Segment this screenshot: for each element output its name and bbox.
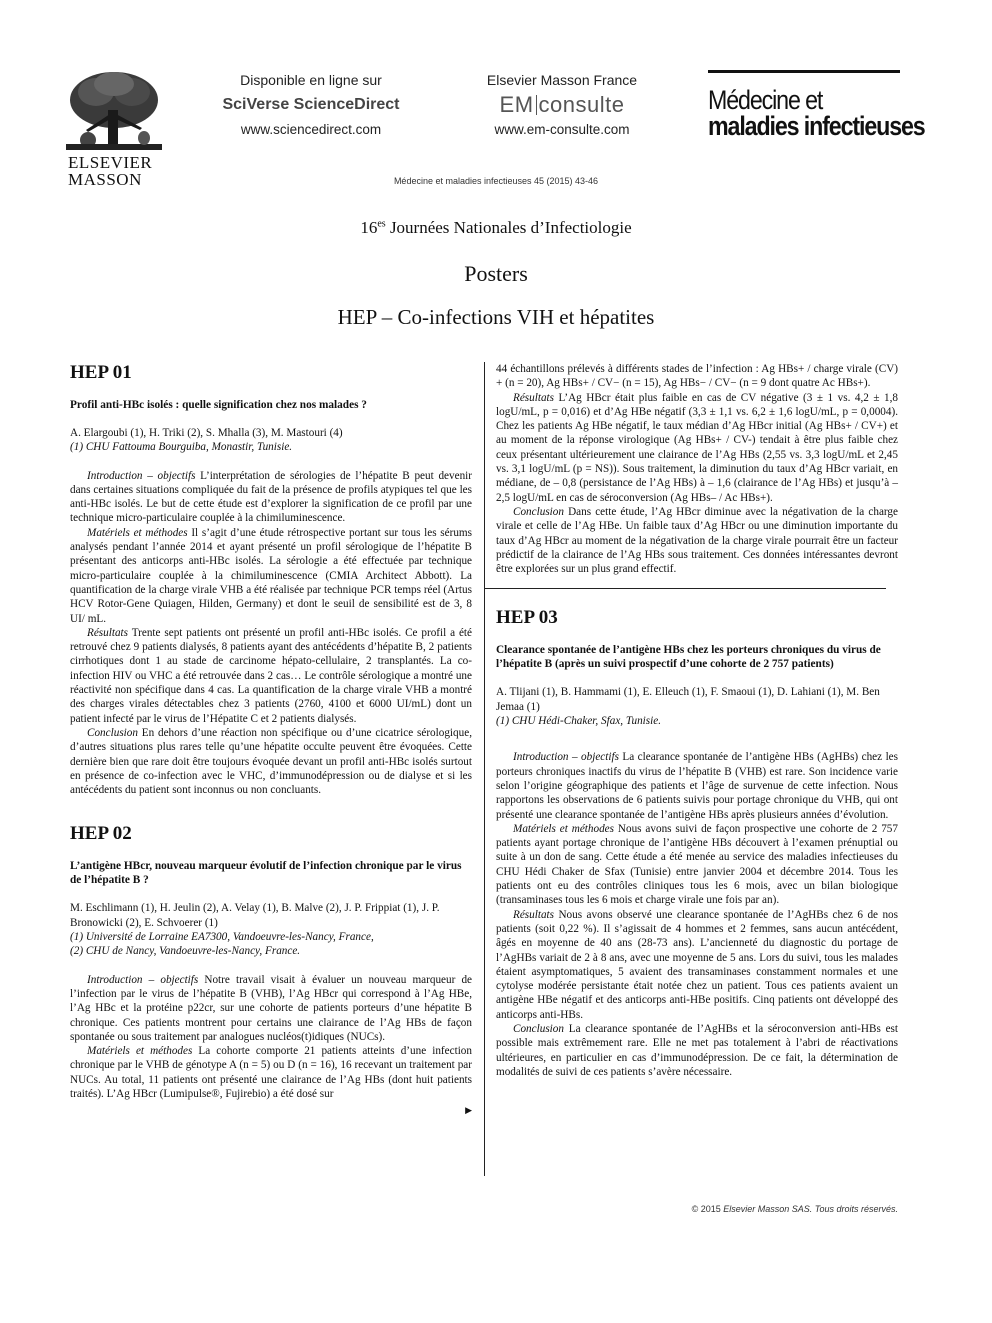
abstract-methods: Matériels et méthodes Nous avons suivi de façon prospective une cohorte de 2 757 patients ayant portage chronique de l’antigène HBs découvert à l’examen prénuptial ou suite à un don de sang. Cette étude a été menée au service des maladies infectieuses du CHU Hédi Chaker de Sfax (Tunisie) entre janvier 2004 et décembre 2014. Tous les patients ont eu des contrôles cliniques tous les 6 mois, avec un bilan biologique (transaminases tous les 6 mois et charge virale une fois par an). bbox=[496, 822, 898, 907]
abstract-introduction: Introduction – objectifs Notre travail visait à évaluer un nouveau marqueur de l’infection par le virus de l’hépatite B (VHB), l’Ag HBcr qui correspond à l’Ag HBe, l’Ag HBc et la protéine p22cr, sur une cohorte de patients porteurs d’une hépatite B chronique. Ces patients montrent pour certains une clairance de l’Ag HBs de façon spontanée ou sous traitement par analogues nucléos(t)idiques (NUCs). bbox=[70, 973, 473, 1043]
abstract-conclusion: Conclusion Dans cette étude, l’Ag HBcr diminue avec la négativation de la charge virale et celle de l’Ag HBe. Un faible taux d’Ag HBcr ou une diminution importante du taux d’Ag HBcr au moment de la négativation de la charge virale pourrait être un facteur prédictif de la clairance de l’Ag HBs sous traitement. Ces données intéressantes devront être explorées sur un plus grand effectif. bbox=[496, 505, 898, 576]
continue-arrow-icon: ▶ bbox=[465, 1105, 472, 1116]
poster-hep02 bbox=[70, 823, 472, 1117]
journal-citation: Médecine et maladies infectieuses 45 (2015) 43-46 bbox=[393, 176, 599, 186]
publisher-logo bbox=[66, 70, 164, 188]
subsection-title: HEP – Co-infections VIH et hépatites bbox=[337, 305, 655, 329]
poster-hep03 bbox=[496, 607, 898, 1079]
poster-abstract bbox=[496, 750, 898, 1079]
section-divider bbox=[484, 588, 886, 589]
elsevier-tree-icon bbox=[66, 70, 162, 152]
poster-affiliation: (1) CHU Fattouma Bourguiba, Monastir, Tunisie. bbox=[70, 441, 293, 454]
copyright-notice: © 2015 Elsevier Masson SAS. Tous droits réservés. bbox=[691, 1204, 898, 1214]
sciencedirect-availability: Disponible en ligne sur bbox=[240, 72, 382, 88]
abstract-results: Résultats Nous avons observé une clearance spontanée de l’AgHBs chez 6 de nos patients (soit 0,22 %). Il s’agissait de 4 hommes et 2 femmes, sans aucun antécédent, âgés en moyenne de 40 ans (28-73 ans). L’ancienneté du diagnostic du portage de l’AgHBs variait de 2 à 8 ans, avec une moyenne de 5 ans. Lors du suivi, tous les malades étaient asymptomatiques, 5 avaient des transaminases constamment normales et une cytolyse modérée persistante était notée chez un patient. Tous ces patients avaient un antigène HBe négatif et des anticorps anti-HBe positifs. Cinq patients ont développé des anticorps anti-HBs. bbox=[496, 908, 898, 1021]
publisher-name: ELSEVIER MASSON bbox=[68, 153, 153, 189]
journal-title-block bbox=[708, 70, 925, 141]
abstract-introduction: Introduction – objectifs La clearance spontanée de l’antigène HBs (AgHBs) chez les porteurs chroniques inactifs du virus de l’hépatite B (VHB) est rare. Son incidence varie selon l’origine géographique des patients et l’âge de survenue de cette infection. Nous rapportons les observations de 6 patients suivis pour portage chronique du VHB, qui ont présenté une clearance spontanée de l’antigène HBs après plusieurs années d’évolution. bbox=[496, 751, 899, 821]
journal-title: Médecine et maladies infectieuses bbox=[708, 85, 925, 141]
poster-id: HEP 03 bbox=[496, 607, 558, 629]
poster-id: HEP 02 bbox=[70, 823, 132, 845]
emconsulte-url[interactable]: www.em-consulte.com bbox=[494, 122, 630, 137]
poster-affiliation: (2) CHU de Nancy, Vandoeuvre-les-Nancy, France. bbox=[70, 945, 301, 958]
right-column bbox=[496, 362, 898, 1079]
emconsulte-publisher: Elsevier Masson France bbox=[486, 72, 638, 88]
sciencedirect-brand: SciVerse ScienceDirect bbox=[222, 96, 400, 113]
emconsulte-brand: EM consulte bbox=[499, 92, 625, 117]
abstract-introduction: Introduction – objectifs L’interprétation de sérologies de l’hépatite B peut devenir dans certaines situations compliquée du fait de la présence de profils atypiques tel que les anti-HBc isolés. Le but de cette étude est d’explorer la signification de ce profil par une technique micro-particulaire couplée à la chimiluminescence. bbox=[70, 469, 472, 525]
poster-hep02-continued bbox=[496, 362, 898, 576]
poster-authors: M. Eschlimann (1), H. Jeulin (2), A. Velay (1), B. Malve (2), J. P. Frippiat (1), J. P. Bronowicki (2), E. Schvoerer (1) bbox=[70, 902, 440, 929]
left-column bbox=[70, 362, 472, 1118]
poster-abstract bbox=[70, 469, 472, 798]
column-divider bbox=[484, 362, 485, 1176]
abstract-conclusion: Conclusion La clearance spontanée de l’AgHBs et la séroconversion anti-HBs est possible mais extrêmement rare. Elle ne met pas totalement à l’abri de réactivations ultérieures, en particulier en cas d’immunodépression. De ce fait, la détermination de modalités de suivi de ces patients s’avère nécessaire. bbox=[496, 1022, 898, 1078]
sciencedirect-url[interactable]: www.sciencedirect.com bbox=[240, 122, 382, 137]
poster-authors: A. Elargoubi (1), H. Triki (2), S. Mhalla (3), M. Mastouri (4) bbox=[70, 427, 343, 439]
poster-id: HEP 01 bbox=[70, 362, 132, 383]
emconsulte-block bbox=[458, 72, 666, 138]
sciencedirect-block bbox=[212, 72, 410, 138]
poster-hep01 bbox=[70, 362, 472, 797]
poster-title: Clearance spontanée de l’antigène HBs chez les porteurs chroniques du virus de l’hépatite B (après un suivi prospectif d’une cohorte de 2 757 patients) bbox=[496, 644, 881, 671]
abstract-conclusion: Conclusion En dehors d’une réaction non spécifique ou d’une cicatrice sérologique, d’autres situations plus rares telle qu’une hépatite occulte peuvent être évoquées. Cette dernière bien que rare doit être toujours évoquée devant un profil anti-HBc isolés surtout en présence de co-infection avec le VHC, d’immunodépression ou de dialyse et si les antécédents du patient sont inconnus ou non concluants. bbox=[70, 726, 472, 797]
abstract-results: Résultats Trente sept patients ont présenté un profil anti-HBc isolés. Ce profil a été retrouvé chez 9 patients dialysés, 8 patients ayant des antécédents d’hépatite B, 2 patients cirrhotiques dont 1 au stade de carcinome hépato-cellulaire, 2 transplantés. La co-infection HIV ou VHC a été retrouvée dans 2 cas… Le contrôle sérologique a montré une réactivité non spécifique dans 4 cas. La quantification de la charge virale VHB a montré des charges virales détectables chez 3 patients (2760, 4100 et 6000 UI/mL) dont un patient infecté par le virus de l’Hépatite C et 2 patients dialysés. bbox=[70, 626, 472, 725]
poster-title: L’antigène HBcr, nouveau marqueur évolutif de l’infection chronique par le virus de l’hépatite B ? bbox=[70, 860, 462, 887]
poster-abstract bbox=[70, 973, 472, 1118]
abstract-results: Résultats L’Ag HBcr était plus faible en cas de CV négative (3 ± 1 vs. 4,2 ± 1,8 logU/mL, p = 0,016) et d’Ag HBe négatif (3,3 ± 1,1 vs. 6,2 ± 1,6 logU/mL, p = 0,0004). Chez les patients Ag HBe négatif, le taux médian d’Ag HBcr initial (Ag HBs+ / CV+) et au moment de la réponse virologique (Ag HBs+ / CV-) tendait à être plus faible chez ceux présentant ultérieurement une clairance de l’Ag HBs (2,55 vs. 3,3 logU/mL et 2,45 vs. 3,1 logU/mL (p = NS)). Sous traitement, la diminution du taux d’Ag HBcr variait, en médiane, de – 0,8 (persistance de l’Ag HBs) à – 1,6 (clairance de l’Ag HBs) et jusqu’à – 2,5 logU/mL en cas de séroconversion (Ag HBs– / Ac HBs+). bbox=[496, 391, 898, 504]
abstract-methods-continued: 44 échantillons prélevés à différents stades de l’infection : Ag HBs+ / charge virale (CV) + (n = 20), Ag HBs+ / CV− (n = 15), Ag HBs− / CV− (n = 9 dont quatre Ac HBs+). bbox=[496, 363, 898, 390]
abstract-methods: Matériels et méthodes Il s’agit d’une étude rétrospective portant sur tous les sérums analysés pendant l’année 2014 et ayant présenté un profil sérologique de l’hépatite B présentant des anticorps anti-HBc isolés. La sérologie a été effectuée par technique micro-particulaire couplée à la chimiluminescence (CMIA Architect Abbott). La quantification de la charge virale VHB a été réalisée par technique PCR temps réel (Artus HCV Rotor-Gene Quiagen, Hilden, Germany) et dont le seuil de sensibilité est de 3, 8 UI/ mL. bbox=[70, 526, 472, 625]
poster-authors: A. Tlijani (1), B. Hammami (1), E. Elleuch (1), F. Smaoui (1), D. Lahiani (1), M. Ben Jemaa (1) bbox=[496, 686, 880, 713]
poster-affiliation: (1) Université de Lorraine EA7300, Vandoeuvre-les-Nancy, France, bbox=[70, 931, 374, 944]
abstract-methods: Matériels et méthodes La cohorte comporte 21 patients atteints d’une infection chronique par le VHB de génotype A (n = 5) ou D (n = 16), 16 recevant un traitement par NUCs. Au total, 11 patients ont présenté une clairance de l’Ag HBs (dont huit patients traités). L’Ag HBcr (Lumipulse®, Fujirebio) a été dosé sur bbox=[70, 1045, 472, 1100]
section-title: Posters bbox=[464, 261, 528, 286]
poster-title: Profil anti-HBc isolés : quelle signification chez nos malades ? bbox=[70, 399, 367, 411]
poster-affiliation: (1) CHU Hédi-Chaker, Sfax, Tunisie. bbox=[496, 715, 661, 728]
conference-title: $16^{es}$ Journées Nationales d’Infectiologie bbox=[360, 218, 632, 237]
